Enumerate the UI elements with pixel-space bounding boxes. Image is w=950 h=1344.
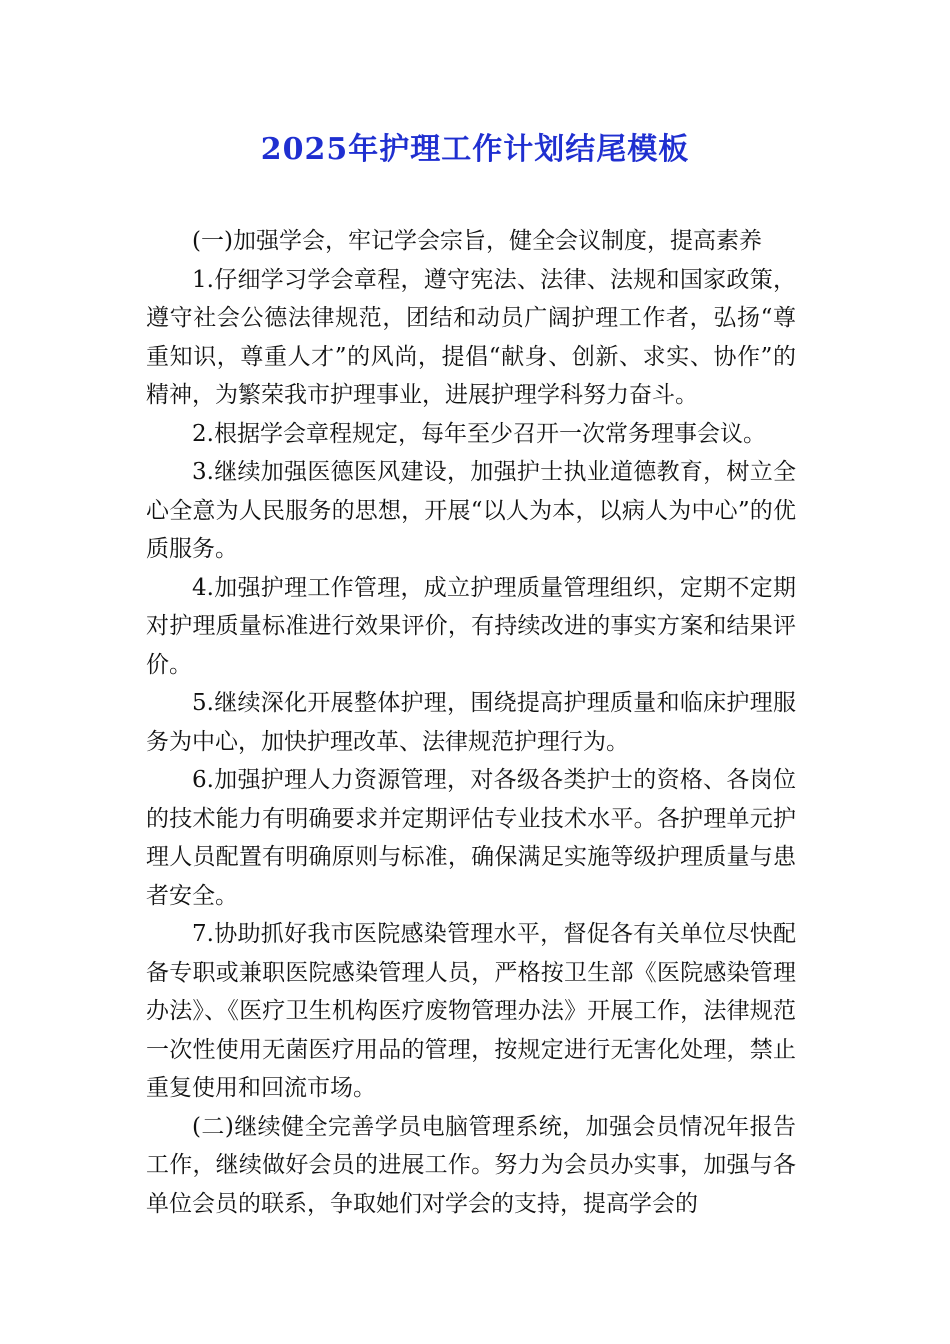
paragraph-item-4: 4.加强护理工作管理，成立护理质量管理组织，定期不定期对护理质量标准进行效果评价，有持续改进的事实方案和结果评价。 [146,574,796,678]
paragraph-item-7: 7.协助抓好我市医院感染管理水平，督促各有关单位尽快配备专职或兼职医院感染管理人员，严格按卫生部《医院感染管理办法》、《医疗卫生机构医疗废物管理办法》开展工作，法律规范一次性使用无菌医疗用品的管理，按规定进行无害化处理，禁止重复使用和回流市场。 [146,921,796,1101]
paragraph-section-1-heading: (一)加强学会，牢记学会宗旨，健全会议制度，提高素养 [192,228,762,254]
document-title: 2025年护理工作计划结尾模板 [260,132,690,167]
paragraph-section-2: (二)继续健全完善学员电脑管理系统，加强会员情况年报告工作，继续做好会员的进展工作。努力为会员办实事，加强与各单位会员的联系，争取她们对学会的支持，提高学会的 [146,1113,796,1217]
paragraph-item-3: 3.继续加强医德医风建设，加强护士执业道德教育，树立全心全意为人民服务的思想，开展“以人为本，以病人为中心”的优质服务。 [146,459,796,562]
paragraph-item-6: 6.加强护理人力资源管理，对各级各类护士的资格、各岗位的技术能力有明确要求并定期评估专业技术水平。各护理单元护理人员配置有明确原则与标准，确保满足实施等级护理质量与患者安全。 [146,767,796,909]
paragraph-item-2: 2.根据学会章程规定，每年至少召开一次常务理事会议。 [192,420,766,447]
paragraph-item-1: 1.仔细学习学会章程，遵守宪法、法律、法规和国家政策，遵守社会公德法律规范，团结和动员广阔护理工作者，弘扬“尊重知识，尊重人才”的风尚，提倡“献身、创新、求实、协作”的精神，为繁荣我市护理事业，进展护理学科努力奋斗。 [146,266,796,408]
paragraph-item-5: 5.继续深化开展整体护理，围绕提高护理质量和临床护理服务为中心，加快护理改革、法律规范护理行为。 [146,690,796,755]
document-body [146,222,796,1223]
